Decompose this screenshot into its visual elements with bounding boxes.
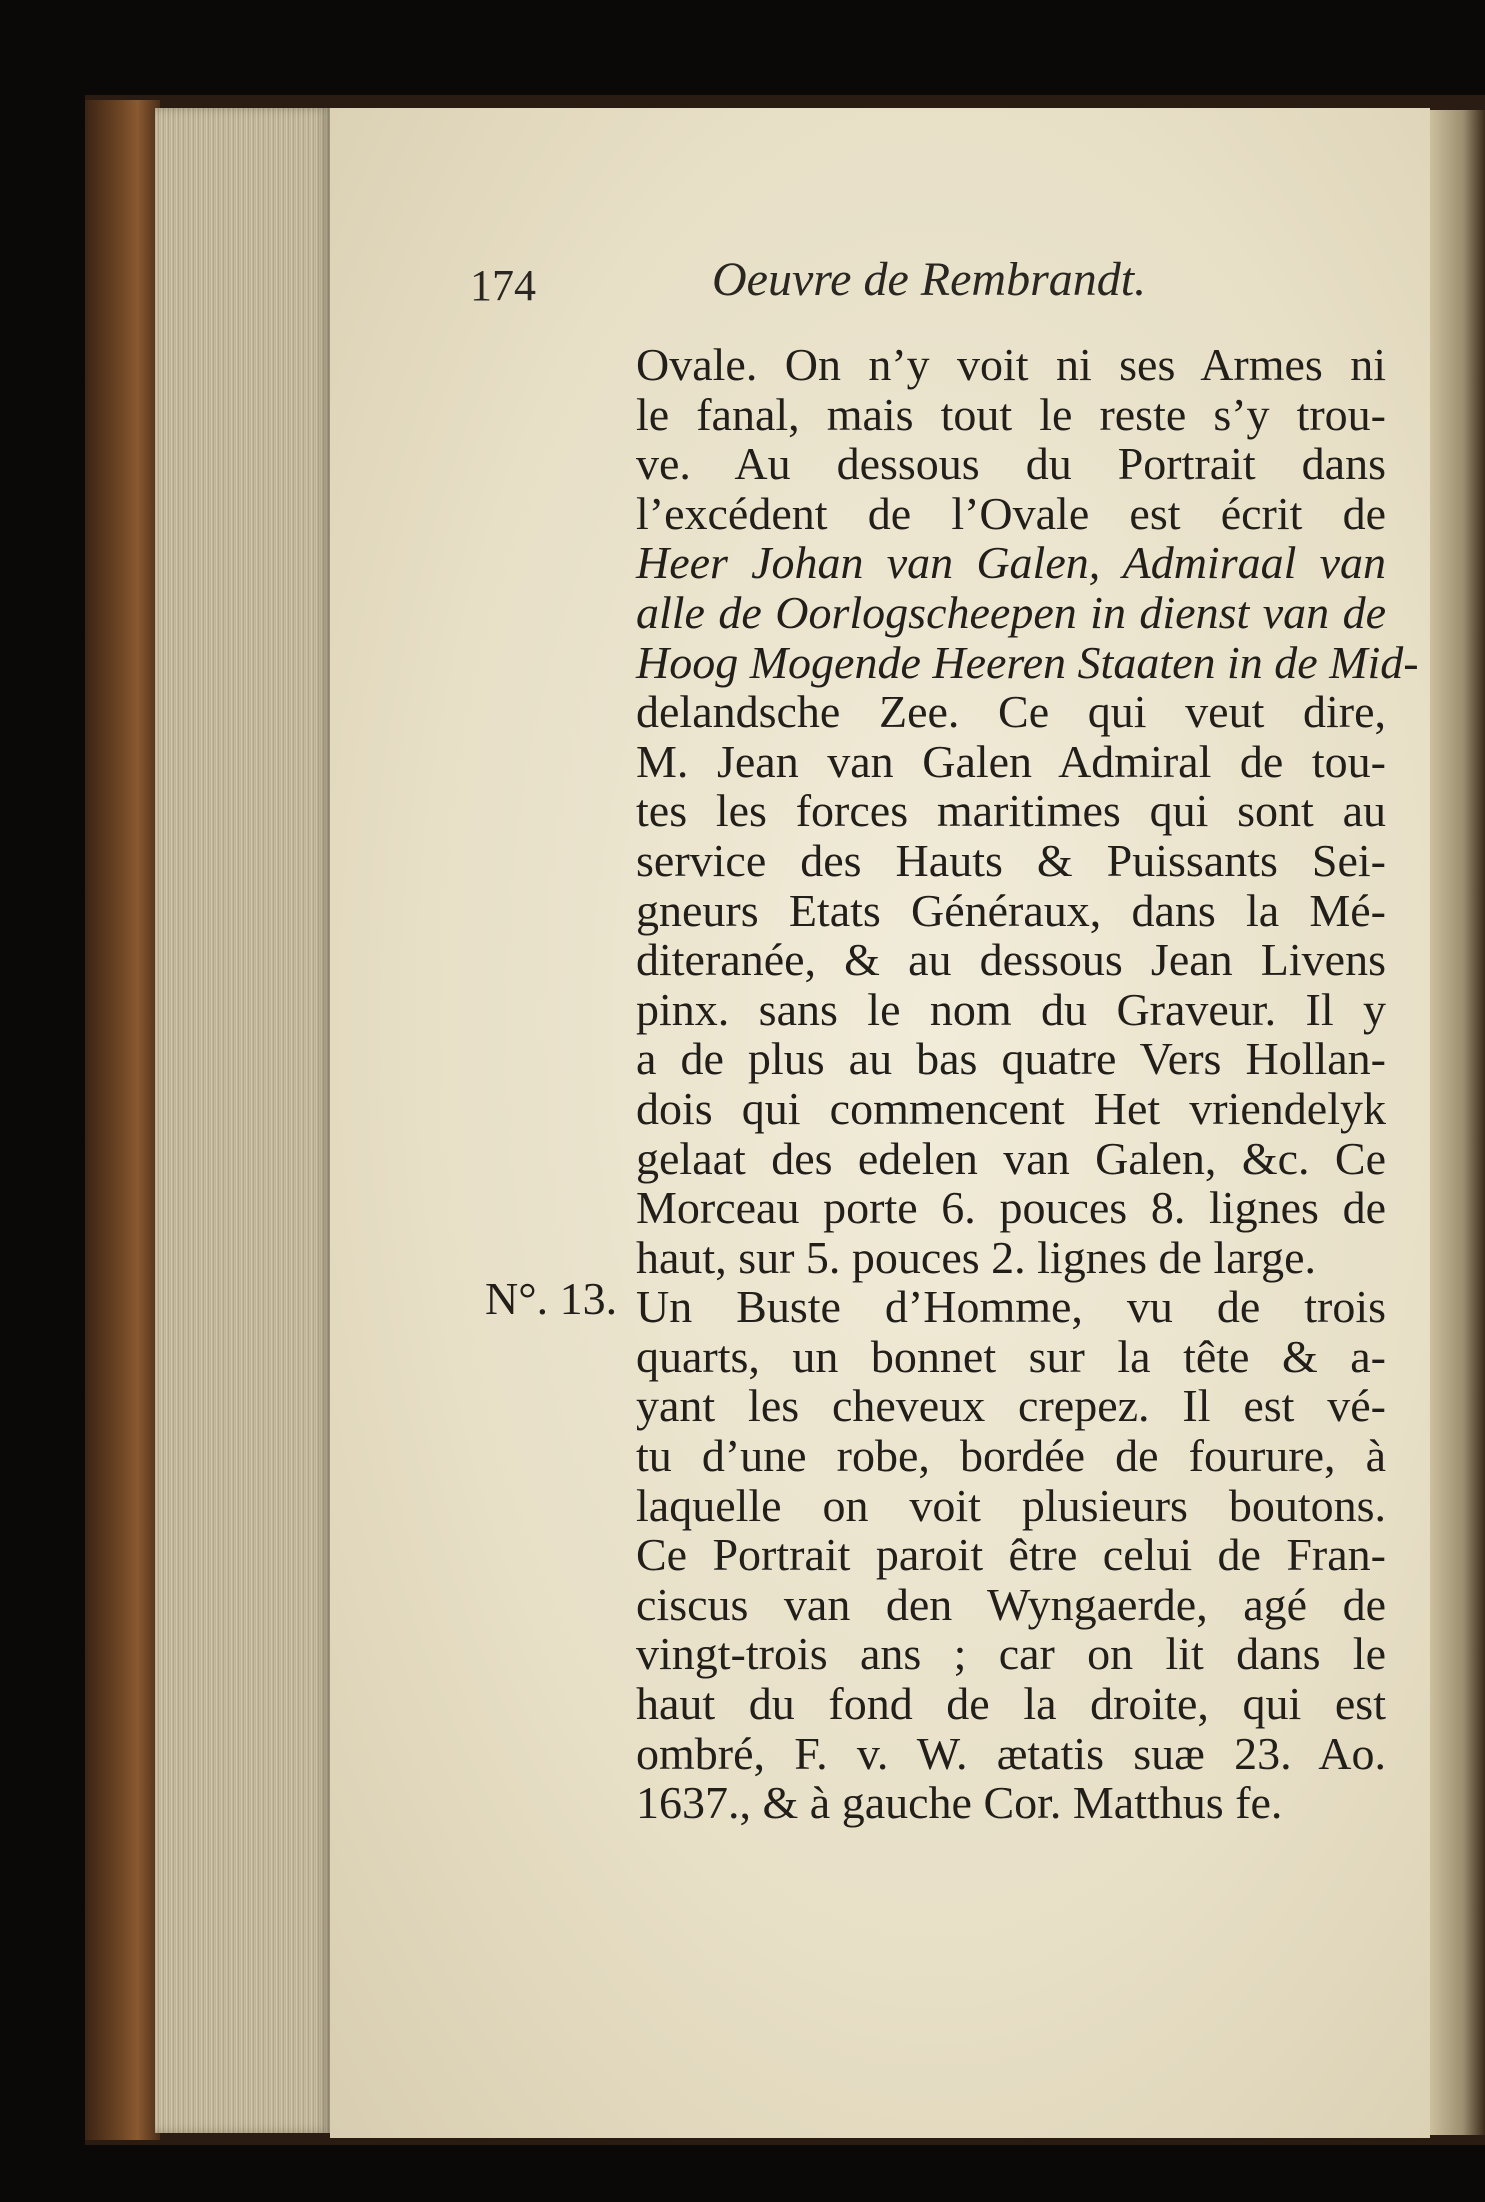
text-line: tu d’une robe, bordée de fourure, à: [636, 1430, 1386, 1482]
text-line: le fanal, mais tout le reste s’y trou-: [636, 388, 1386, 440]
text-line: quarts, un bonnet sur la tête & a-: [636, 1330, 1386, 1382]
text-line: yant les cheveux crepez. Il est vé-: [636, 1380, 1386, 1432]
page-edges: [155, 108, 330, 2133]
text-line: haut, sur 5. pouces 2. lignes de large.: [636, 1231, 1317, 1283]
running-title: Oeuvre de Rembrandt.: [712, 253, 1147, 306]
text-line: ombré, F. v. W. ætatis suæ 23. Ao.: [636, 1727, 1386, 1779]
book-spine: [85, 100, 160, 2140]
page-number: 174: [470, 261, 536, 310]
text-line: Hoog Mogende Heeren Staaten in de Mid-: [636, 636, 1419, 688]
text-line: laquelle on voit plusieurs boutons.: [636, 1479, 1386, 1531]
text-line: dois qui commencent Het vriendelyk: [636, 1082, 1386, 1134]
text-line: l’excédent de l’Ovale est écrit de: [636, 487, 1386, 539]
body-text: [636, 339, 1419, 1829]
text-line: alle de Oorlogscheepen in dienst van de: [636, 586, 1386, 638]
text-line: gelaat des edelen van Galen, &c. Ce: [636, 1132, 1386, 1184]
text-line: 1637., & à gauche Cor. Matthus fe.: [636, 1777, 1283, 1829]
text-line: Un Buste d’Homme, vu de trois: [636, 1281, 1386, 1333]
text-line: Ce Portrait paroit être celui de Fran-: [636, 1529, 1386, 1581]
entry-number: N°. 13.: [485, 1273, 618, 1324]
text-line: ciscus van den Wyngaerde, agé de: [636, 1578, 1386, 1630]
text-line: pinx. sans le nom du Graveur. Il y: [636, 983, 1386, 1035]
text-line: haut du fond de la droite, qui est: [636, 1678, 1386, 1730]
text-line: delandsche Zee. Ce qui veut dire,: [636, 686, 1386, 738]
text-line: Heer Johan van Galen, Admiraal van: [636, 537, 1386, 589]
text-line: gneurs Etats Généraux, dans la Mé-: [636, 884, 1386, 936]
text-line: tes les forces maritimes qui sont au: [636, 785, 1386, 837]
text-line: ve. Au dessous du Portrait dans: [636, 438, 1386, 490]
text-line: Morceau porte 6. pouces 8. lignes de: [636, 1182, 1386, 1234]
text-line: a de plus au bas quatre Vers Hollan-: [636, 1033, 1386, 1085]
running-head: [0, 252, 1485, 312]
text-line: diteranée, & au dessous Jean Livens: [636, 934, 1386, 986]
text-line: vingt-trois ans ; car on lit dans le: [636, 1628, 1386, 1680]
text-line: service des Hauts & Puissants Sei-: [636, 834, 1386, 886]
facing-page-edge: [1430, 110, 1485, 2135]
text-line: M. Jean van Galen Admiral de tou-: [636, 735, 1386, 787]
text-line: Ovale. On n’y voit ni ses Armes ni: [636, 339, 1386, 390]
